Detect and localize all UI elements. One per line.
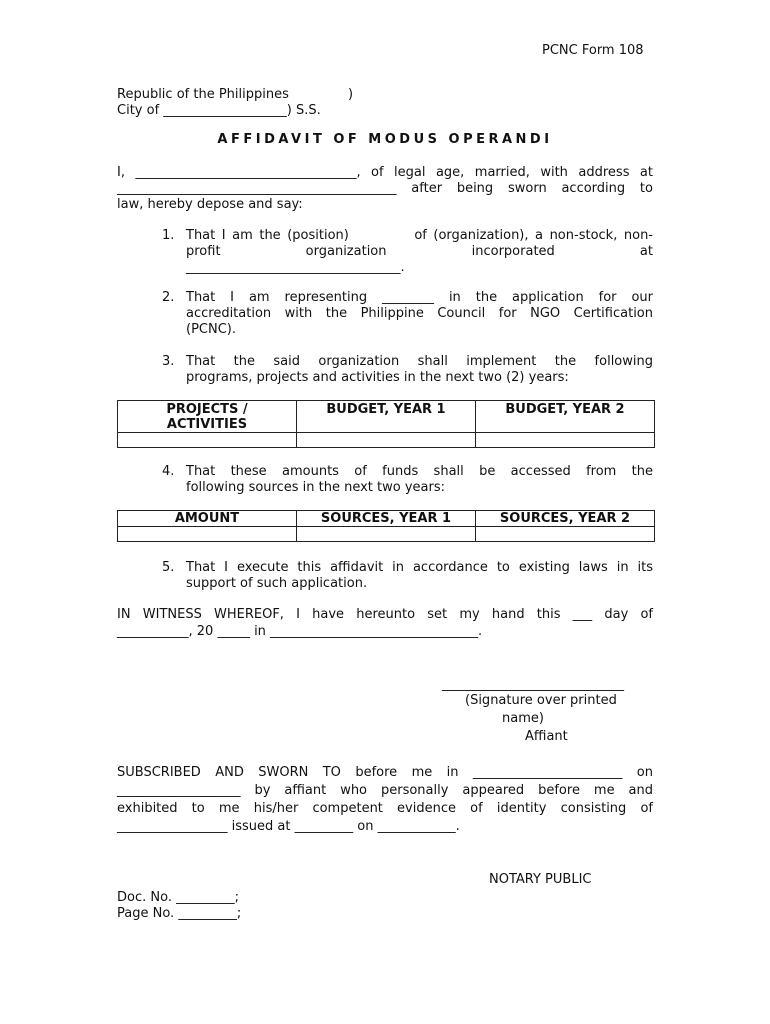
item-2-line-2: accreditation with the Philippine Council for NGO Certification [186,306,653,321]
signature-line: ____________________________ [442,677,624,692]
header-sources-year-1: SOURCES, YEAR 1 [297,511,476,527]
item-1-line-3: _________________________________. [186,260,405,275]
header-text: ACTIVITIES [166,417,248,432]
intro-line-2: ___________________________________________ after being sworn according to [117,181,653,196]
table-row [118,433,655,448]
signature-caption-1: (Signature over printed [465,693,617,708]
header-amount: AMOUNT [118,511,297,527]
item-4-line-2: following sources in the next two years: [186,480,446,495]
signature-caption-2: name) [502,711,544,726]
table-row [118,527,655,542]
item-2-line-3: (PCNC). [186,322,236,337]
venue-city: City of ___________________) S.S. [117,103,321,118]
item-3-number: 3. [162,354,175,369]
amount-sources-table [117,510,655,542]
item-1-word: incorporated [471,244,555,259]
doc-number: Doc. No. _________; [117,890,239,905]
page-number: Page No. _________; [117,906,242,921]
item-3-line-2: programs, projects and activities in the next two (2) years: [186,370,569,385]
item-4-line-1: That these amounts of funds shall be accessed from the [186,464,653,479]
witness-line-2: ___________, 20 _____ in ________________________________. [117,624,483,639]
table-cell [297,527,476,542]
item-1-number: 1. [162,228,175,243]
table-cell [118,527,297,542]
header-text: PROJECTS / [166,402,248,417]
item-1-word: at [639,244,653,259]
witness-line-1: IN WITNESS WHEREOF, I have hereunto set my hand this ___ day of [117,607,653,622]
projects-budget-table [117,400,655,448]
table-header-row [118,511,655,527]
table-cell [476,433,655,448]
item-1-line-1: That I am the (position) of (organization), a non-stock, non- [186,228,653,243]
item-5-number: 5. [162,560,175,575]
item-4-number: 4. [162,464,175,479]
item-1-word: profit [186,244,221,259]
header-budget-year-2: BUDGET, YEAR 2 [476,401,655,433]
intro-line-1: I, __________________________________, of legal age, married, with address at [117,165,653,180]
item-5-line-2: support of such application. [186,576,368,591]
table-cell [476,527,655,542]
jurat-line-1: SUBSCRIBED AND SWORN TO before me in _______________________ on [117,765,653,780]
table-cell [297,433,476,448]
item-1-line-2 [186,244,653,260]
item-5-line-1: That I execute this affidavit in accordance to existing laws in its [186,560,653,575]
jurat-line-2: ___________________ by affiant who personally appeared before me and [117,783,653,798]
signature-caption-affiant: Affiant [525,729,568,744]
venue-paren: ) [348,87,354,102]
header-sources-year-2: SOURCES, YEAR 2 [476,511,655,527]
table-cell [118,433,297,448]
intro-line-3: law, hereby depose and say: [117,197,303,212]
document-title: AFFIDAVIT OF MODUS OPERANDI [217,132,553,147]
venue-republic: Republic of the Philippines [117,87,289,102]
item-2-line-1: That I am representing ________ in the application for our [186,290,653,305]
form-number: PCNC Form 108 [542,43,644,58]
item-2-number: 2. [162,290,175,305]
table-header-row [118,401,655,433]
header-budget-year-1: BUDGET, YEAR 1 [297,401,476,433]
jurat-line-4: _________________ issued at _________ on ____________. [117,819,460,834]
item-3-line-1: That the said organization shall implement the following [186,354,653,369]
jurat-line-3: exhibited to me his/her competent evidence of identity consisting of [117,801,653,816]
notary-public-label: NOTARY PUBLIC [489,872,592,887]
header-projects-activities [118,401,297,433]
item-1-word: organization [305,244,387,259]
